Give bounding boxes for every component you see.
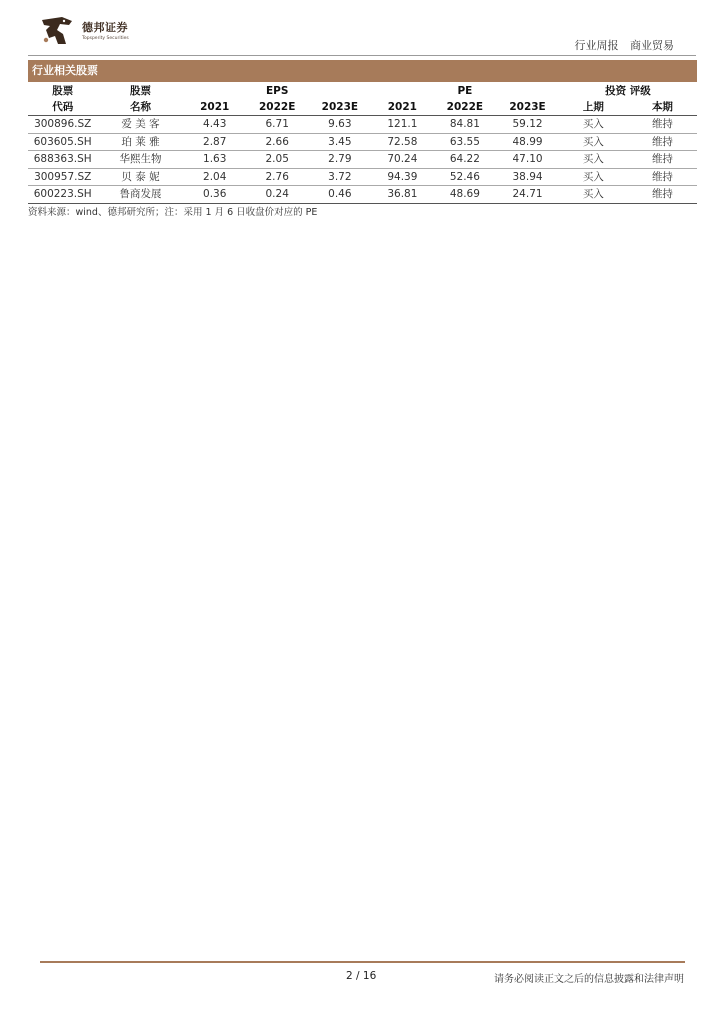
cell-pe-2022e: 84.81: [434, 116, 497, 134]
header-code-top: 股票: [52, 85, 74, 97]
cell-pe-2023e: 24.71: [496, 186, 559, 204]
cell-eps-2021: 2.87: [184, 133, 246, 151]
cell-rating-curr: 维持: [628, 116, 697, 134]
header-pe: PE: [457, 85, 473, 97]
cell-eps-2021: 1.63: [184, 151, 246, 169]
cell-pe-2021: 94.39: [371, 168, 433, 186]
report-category: 行业周报: [574, 39, 619, 52]
cell-eps-2022e: 6.71: [246, 116, 309, 134]
cell-name: 珀 莱 雅: [97, 133, 183, 151]
cell-name: 爱 美 客: [97, 116, 183, 134]
related-stocks-table: [28, 83, 697, 204]
legal-disclaimer: 请务必阅读正文之后的信息披露和法律声明: [494, 974, 684, 985]
table-row: [28, 186, 697, 204]
table-row: [28, 168, 697, 186]
cell-name: 华熙生物: [97, 151, 183, 169]
header-divider: [28, 55, 696, 56]
table-row: [28, 151, 697, 169]
cell-pe-2021: 121.1: [371, 116, 433, 134]
section-title: 行业相关股票: [28, 60, 697, 82]
header-rating-prev: 上期: [559, 99, 628, 116]
header-eps: EPS: [265, 85, 289, 97]
header-name: 名称: [97, 99, 183, 116]
header-rating-curr: 本期: [628, 99, 697, 116]
cell-code: 688363.SH: [28, 151, 97, 169]
header-rating: 投资 评级: [605, 85, 651, 97]
cell-eps-2022e: 2.76: [246, 168, 309, 186]
footer-divider: [40, 961, 685, 963]
page-number: 2 / 16: [346, 970, 377, 982]
header-eps-2021: 2021: [184, 99, 246, 116]
cell-eps-2023e: 3.72: [309, 168, 372, 186]
cell-rating-curr: 维持: [628, 186, 697, 204]
report-header-tags: [567, 37, 675, 53]
logo-chinese-name: 德邦证券: [82, 21, 128, 34]
cell-eps-2023e: 3.45: [309, 133, 372, 151]
cell-pe-2021: 70.24: [371, 151, 433, 169]
cell-rating-prev: 买入: [559, 133, 628, 151]
cell-pe-2023e: 59.12: [496, 116, 559, 134]
cell-eps-2023e: 2.79: [309, 151, 372, 169]
cell-pe-2022e: 64.22: [434, 151, 497, 169]
topsperity-logo-icon: [40, 16, 74, 46]
header-name-top: 股票: [129, 85, 151, 97]
cell-eps-2023e: 9.63: [309, 116, 372, 134]
cell-code: 600223.SH: [28, 186, 97, 204]
header-pe-2021: 2021: [371, 99, 433, 116]
cell-rating-prev: 买入: [559, 168, 628, 186]
cell-code: 300896.SZ: [28, 116, 97, 134]
header-eps-2023e: 2023E: [309, 99, 372, 116]
report-sector: 商业贸易: [630, 39, 674, 52]
cell-pe-2021: 72.58: [371, 133, 433, 151]
cell-code: 603605.SH: [28, 133, 97, 151]
source-note: 资料来源：wind、德邦研究所；注：采用 1 月 6 日收盘价对应的 PE: [28, 207, 318, 218]
cell-pe-2022e: 63.55: [434, 133, 497, 151]
cell-rating-prev: 买入: [559, 116, 628, 134]
cell-rating-prev: 买入: [559, 186, 628, 204]
cell-eps-2022e: 2.05: [246, 151, 309, 169]
cell-name: 鲁商发展: [97, 186, 183, 204]
table-sub-header-row: [28, 99, 697, 116]
cell-name: 贝 泰 妮: [97, 168, 183, 186]
cell-rating-prev: 买入: [559, 151, 628, 169]
cell-pe-2023e: 47.10: [496, 151, 559, 169]
cell-eps-2022e: 2.66: [246, 133, 309, 151]
logo-english-name: Topsperity Securities: [82, 36, 129, 41]
cell-rating-curr: 维持: [628, 151, 697, 169]
cell-eps-2023e: 0.46: [309, 186, 372, 204]
table-group-header-row: [28, 83, 697, 99]
header-eps-2022e: 2022E: [246, 99, 309, 116]
cell-pe-2023e: 38.94: [496, 168, 559, 186]
cell-pe-2023e: 48.99: [496, 133, 559, 151]
header-code: 代码: [28, 99, 97, 116]
cell-eps-2022e: 0.24: [246, 186, 309, 204]
cell-eps-2021: 0.36: [184, 186, 246, 204]
cell-pe-2021: 36.81: [371, 186, 433, 204]
header-pe-2022e: 2022E: [434, 99, 497, 116]
header-pe-2023e: 2023E: [496, 99, 559, 116]
cell-pe-2022e: 48.69: [434, 186, 497, 204]
cell-rating-curr: 维持: [628, 133, 697, 151]
cell-code: 300957.SZ: [28, 168, 97, 186]
table-row: [28, 116, 697, 134]
cell-pe-2022e: 52.46: [434, 168, 497, 186]
cell-eps-2021: 4.43: [184, 116, 246, 134]
company-logo: [40, 16, 150, 48]
cell-rating-curr: 维持: [628, 168, 697, 186]
table-row: [28, 133, 697, 151]
cell-eps-2021: 2.04: [184, 168, 246, 186]
